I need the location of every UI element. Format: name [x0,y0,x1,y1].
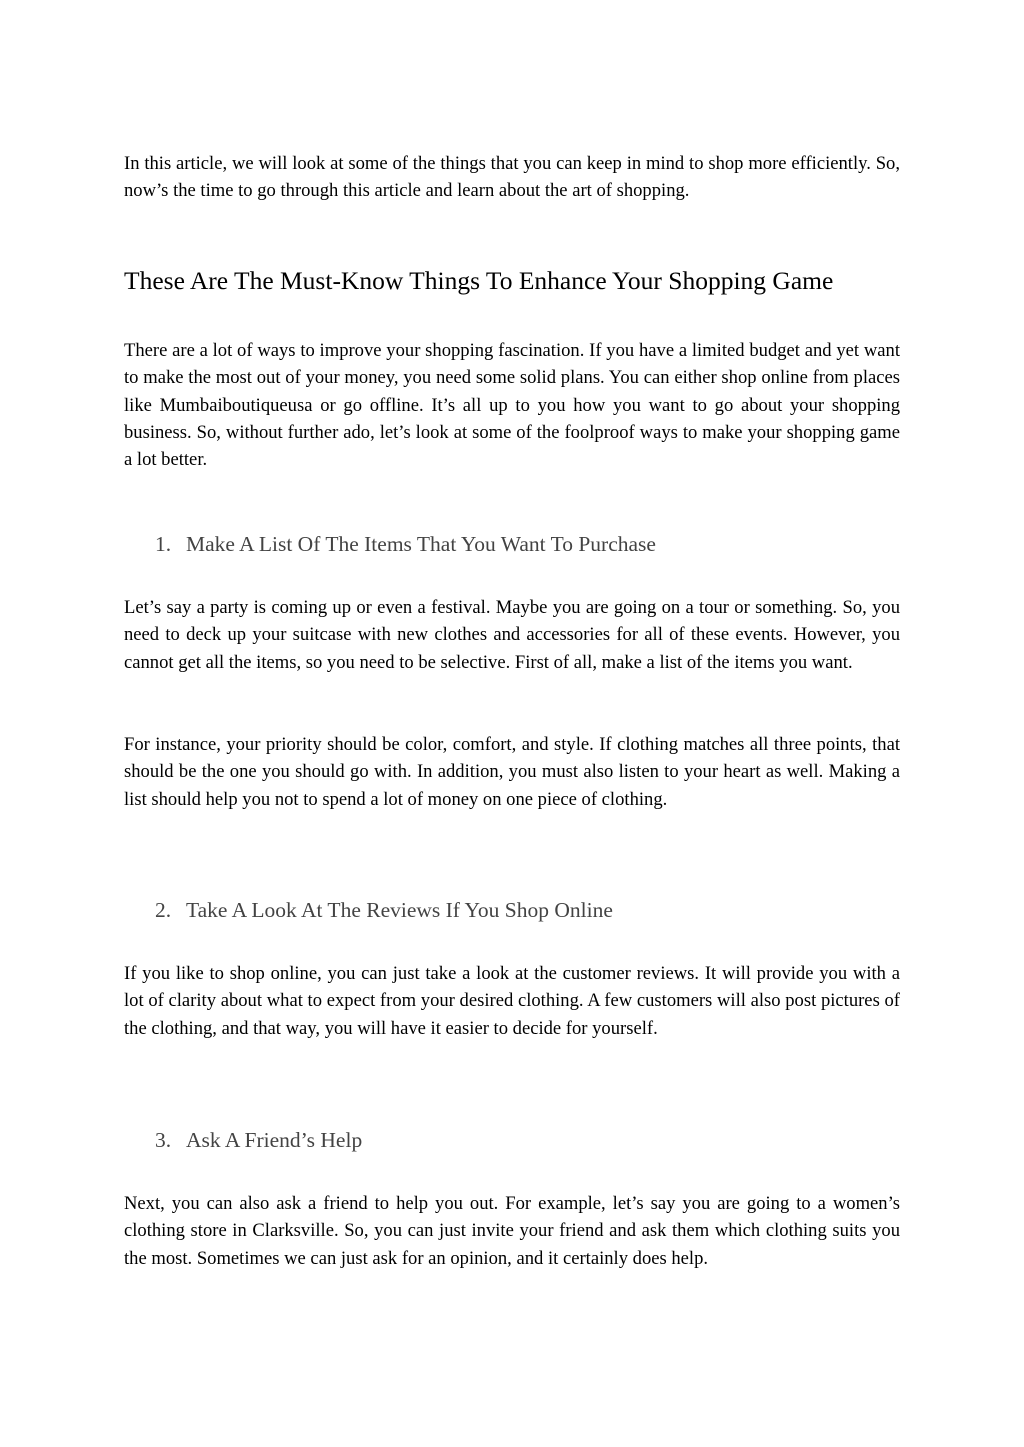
section-2-title: Take A Look At The Reviews If You Shop Online [186,898,613,922]
section-3-paragraph-1: Next, you can also ask a friend to help you out. For example, let’s say you are going to a women’s clothing store in Clarksville. So, you can just invite your friend and ask them which clothing suits you the most. Sometimes we can just ask for an opinion, and it certainly does help. [124,1193,900,1269]
section-1-paragraph-1: Let’s say a party is coming up or even a festival. Maybe you are going on a tour or something. So, you need to deck up your suitcase with new clothes and accessories for all of these events. However, you cannot get all the items, so you need to be selective. First of all, make a list of the items you want. [124,597,900,673]
section-1-title: Make A List Of The Items That You Want To Purchase [186,532,656,556]
section-3-number: 3. [155,1128,172,1152]
intro-paragraph: In this article, we will look at some of the things that you can keep in mind to shop more efficiently. So, now’s the time to go through this article and learn about the art of shopping. [124,153,900,202]
section-3-heading [155,1126,900,1154]
section-2-number: 2. [155,898,172,922]
section-2-paragraph-1: If you like to shop online, you can just take a look at the customer reviews. It will provide you with a lot of clarity about what to expect from your desired clothing. A few customers will also post pictures of the clothing, and that way, you will have it easier to decide for yourself. [124,963,900,1039]
section-1-number: 1. [155,532,172,556]
section-1-paragraph-2: For instance, your priority should be color, comfort, and style. If clothing matches all three points, that should be the one you should go with. In addition, you must also listen to your heart as well. Making a list should help you not to spend a lot of money on one piece of clothing. [124,734,900,810]
overview-paragraph: There are a lot of ways to improve your shopping fascination. If you have a limited budget and yet want to make the most out of your money, you need some solid plans. You can either shop online from places like Mumbaiboutiqueusa or go offline. It’s all up to you how you want to go about your shopping business. So, without further ado, let’s look at some of the foolproof ways to make your shopping game a lot better. [124,340,900,471]
main-heading: These Are The Must-Know Things To Enhance Your Shopping Game [124,266,834,295]
section-2-heading [155,896,900,924]
section-1-heading [155,530,900,558]
section-3-title: Ask A Friend’s Help [186,1128,363,1152]
